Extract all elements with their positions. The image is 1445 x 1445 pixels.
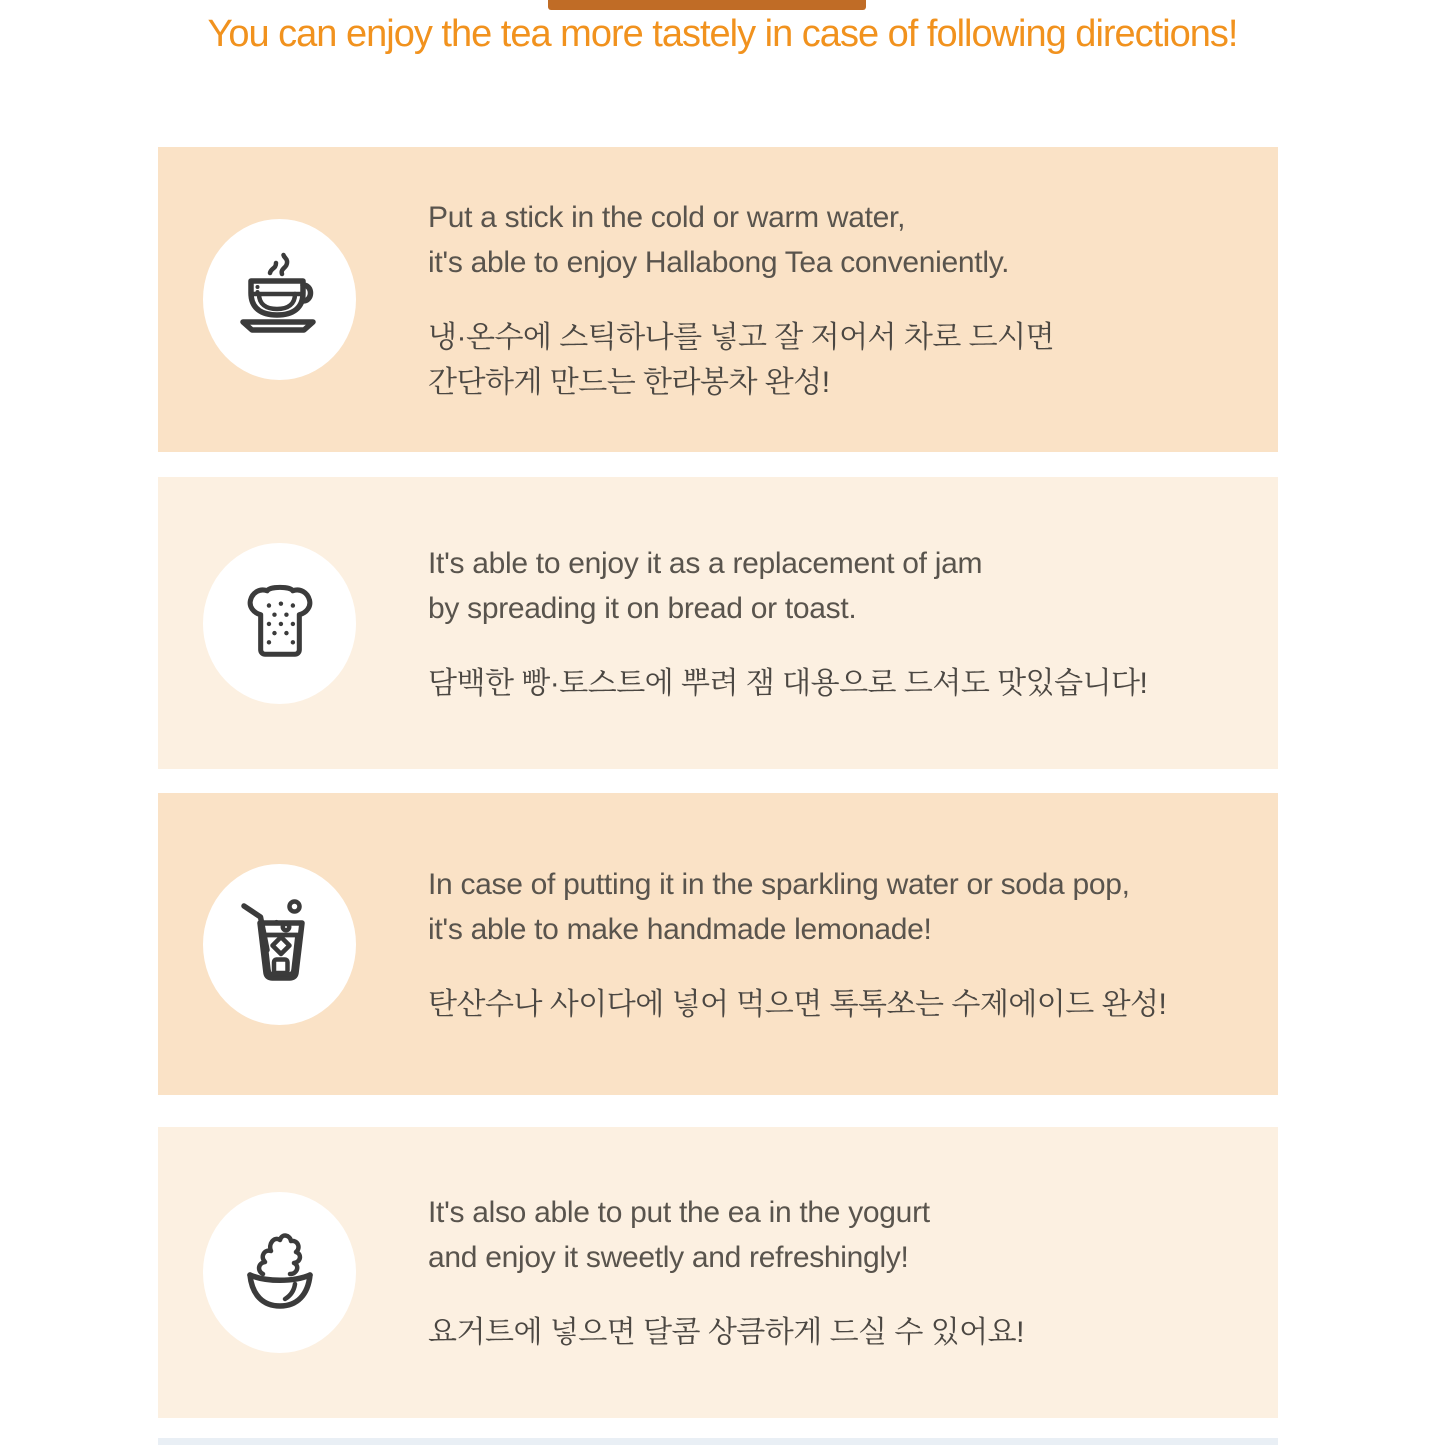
- ko-line: 간단하게 만드는 한라봉차 완성!: [428, 365, 830, 399]
- direction-text: [428, 195, 1054, 405]
- icon-circle: [203, 543, 356, 704]
- icon-circle: [203, 864, 356, 1025]
- direction-en: [428, 1190, 1024, 1280]
- next-section-edge: [158, 1438, 1278, 1445]
- direction-en: [428, 195, 1054, 285]
- sparkling-drink-icon: [230, 894, 330, 994]
- direction-card-bread: [158, 477, 1278, 769]
- teacup-icon: [230, 250, 330, 350]
- direction-ko: [428, 982, 1166, 1027]
- en-line: In case of putting it in the sparkling water or soda pop,: [428, 867, 1130, 901]
- page-title: You can enjoy the tea more tastely in case of following directions!: [207, 13, 1238, 55]
- en-line: it's able to make handmade lemonade!: [428, 912, 932, 946]
- direction-card-water: [158, 147, 1278, 452]
- direction-en: [428, 862, 1166, 952]
- en-line: It's also able to put the ea in the yogurt: [428, 1196, 930, 1229]
- direction-en: [428, 541, 1147, 631]
- ko-line: 담백한 빵·토스트에 뿌려 잼 대용으로 드셔도 맛있습니다!: [428, 666, 1148, 700]
- en-line: by spreading it on bread or toast.: [428, 591, 857, 625]
- en-line: it's able to enjoy Hallabong Tea conveniently.: [428, 245, 1010, 279]
- direction-text: [428, 862, 1166, 1027]
- direction-card-sparkling: [158, 793, 1278, 1095]
- cropped-heading-bar: [548, 0, 866, 10]
- en-line: Put a stick in the cold or warm water,: [428, 200, 906, 234]
- bread-icon: [234, 577, 326, 669]
- en-line: and enjoy it sweetly and refreshingly!: [428, 1241, 909, 1274]
- yogurt-icon: [230, 1223, 330, 1323]
- direction-text: [428, 541, 1147, 706]
- direction-ko: [428, 1310, 1024, 1355]
- ko-line: 탄산수나 사이다에 넣어 먹으면 톡톡쏘는 수제에이드 완성!: [428, 987, 1167, 1021]
- ko-line: 요거트에 넣으면 달콤 상큼하게 드실 수 있어요!: [428, 1316, 1024, 1349]
- direction-ko: [428, 315, 1054, 405]
- icon-circle: [203, 1192, 356, 1353]
- icon-circle: [203, 219, 356, 380]
- direction-text: [428, 1190, 1024, 1355]
- direction-card-yogurt: [158, 1127, 1278, 1418]
- en-line: It's able to enjoy it as a replacement of jam: [428, 546, 983, 580]
- ko-line: 냉·온수에 스틱하나를 넣고 잘 저어서 차로 드시면: [428, 320, 1055, 354]
- direction-ko: [428, 661, 1147, 706]
